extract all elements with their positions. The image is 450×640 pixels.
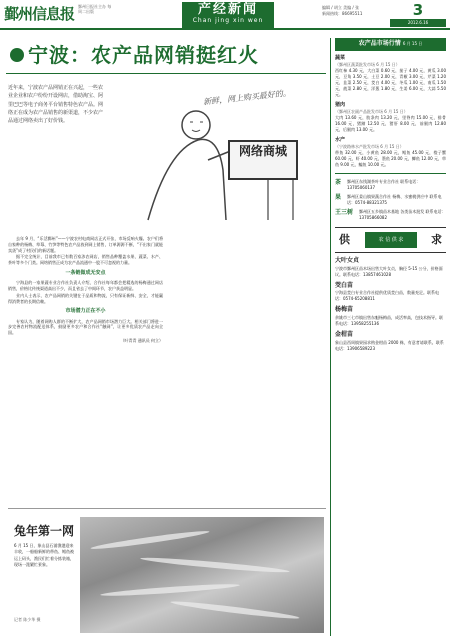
brand-subtitle: 鄞州日报社主办 每周二出版 [78,4,112,15]
classified-title: 大叶女贞 [335,256,360,264]
classified-entry [335,257,446,278]
classified-title: 金柑苗 [335,330,354,338]
listing-label: 茶 [335,178,342,186]
market-aquatic-title: 水产 [335,136,346,143]
demand-label: 求 [431,232,442,246]
article-paragraph: 业内人士表示，农产品网销的关键在于品质和物流，只有保证新鲜、安全，才能赢得消费者的长期信赖。 [8,292,163,304]
classified-header [335,227,446,253]
classified-entry [335,282,446,303]
article-paragraph: 专家认为，随着网购人群的不断扩大，农产品网销市场潜力巨大。相关部门将进一步完善农村物流配送体系，鼓励更多农户和合作社“触网”，让更多优质农产品走向全国。 [8,318,163,336]
market-vegetables-prices: 西红柿 4.30 元，大白菜 0.60 元，茄子 4.00 元，黄瓜 3.00 元，豆角 3.50 元，土豆 2.00 元，青椒 3.00 元，芹菜 1.20 元，韭菜 2.50 元，茭白 4.00 元，冬瓜 1.00 元，南瓜 1.50 元，菠菜 2.80 元，洋葱 1.80 元，生姜 6.00 元，大蒜 5.50 元。 [335,67,446,97]
fish-shape [140,555,290,574]
classified-entry [335,331,446,352]
right-sidebar [330,38,446,636]
listing-text: 鄞州区东钱湖茶叶专业合作社 联系电话：13705060137 [347,178,421,190]
article-byline: （叶青青 通讯员 何立） [120,338,163,344]
editor-info [322,5,362,17]
cartoon-illustration [108,80,326,230]
listing-label: 王三树 [335,208,354,216]
listing-row [335,209,446,221]
headline-bullet-icon [10,48,24,62]
fish-shape [170,599,300,621]
article-paragraph: 宁海县的一家果蔬专业合作社负责人介绍，合作社每年都会把精选的杨梅通过网店销售，价格比传统渠道高出不少，而且省去了中间环节，农户获益明显。 [8,280,163,292]
article-subhead: 一条链做成无安点 [65,269,106,276]
fish-harvest-photo [80,517,324,633]
market-header-title: 农产品市场行情 [358,40,401,47]
issue-date: 2012.6.16 [390,19,446,27]
newspaper-brand: 鄞州信息报 [4,5,75,23]
lead-headline [6,40,326,74]
lead-intro: 近年来，宁波农产品网销正在兴起，一些农业企业和农户纷纷开设网店，借助淘宝、阿里巴巴等电子商务平台销售特色农产品。网络正在成为农产品销售的新渠道，不少农产品通过网络卖出了好价钱。 [8,85,104,124]
online-mall-sign [228,140,298,180]
article-paragraph: 去年 9 月，“乐活鄞州”——宁波农村电商网店正式开张，市场反响火爆。农户们将自家种的杨梅、草莓、竹笋等特色农产品放到网上销售，订单源源不断，“不出家门就能卖货”成了村民们的新话题。 [8,236,163,253]
market-header-date: 6 月 15 日 [402,41,423,46]
classified-entry [335,306,446,327]
photo-feature [8,508,326,636]
market-header [335,38,446,51]
photo-credit: 记者 陈少华 摄 [14,617,41,622]
edition-pinyin: Chan jing xin wen [192,17,264,24]
headline-title: 宁波：农产品网销挺红火 [28,43,259,67]
photo-feature-title: 兔年第一网 [14,524,75,538]
online-mall-sign-text: 网络商城 [238,144,287,158]
editor-line: 编辑 / 胡立 美编 / 张 [322,5,360,10]
classified-body: 宁海县茭白专业合作社提供优质茭白苗，数量充足。联系电话：0574-65208811 [335,290,439,302]
market-meat-prices: 大肉 13.60 元，肋条肉 13.20 元，里脊肉 15.00 元，排骨 16.00 元，猪蹄 12.50 元，猪肝 8.00 元，前腿肉 12.80 元，后腿肉 13.00 元。 [335,114,446,132]
cartoon-caption: 新鲜，网上购买最好的。 [202,88,292,107]
listing-row [335,194,446,206]
classified-body: 象山县西周镇果园求购金柑苗 2000 株，有意者请联系。联系电话：13906589223 [335,339,444,351]
supply-label: 供 [339,232,350,246]
listing-text: 鄞州区姜山镇果蔬合作社 杨梅、水蜜桃供应中 联系电话：0574-88321375 [347,193,442,205]
page-number: 3 [412,1,424,19]
classified-body: 宁波市鄞州区苗木场出售大叶女贞，胸径 5-15 公分，价格面议。联系电话：13857461028 [335,265,443,277]
listing-text: 鄞州区五乡镇苗木基地 各类苗木批发 联系电话：13705866082 [359,208,446,220]
market-vegetables-source: （鄞州区蔬菜批发市场 6 月 15 日） [335,61,400,67]
photo-feature-caption: 6 月 15 日，象山县石浦渔港迎来丰收，一船船新鲜的带鱼、鲳鱼被运上码头，渔民们忙着分拣装箱，现场一派繁忙景象。 [14,543,74,568]
article-paragraph: 据不完全统计，目前我市已有数百家涉农网店，销售品种覆盖水果、蔬菜、水产、茶叶等多个门类。网络销售正成为农产品流通中一股不可忽视的力量。 [8,254,163,266]
market-meat-title: 猪肉 [335,101,346,108]
article-subhead: 市场潜力正在不小 [65,308,106,315]
market-vegetables-title: 蔬菜 [335,54,346,61]
classified-banner: 农 信 供 求 [365,232,417,248]
sidebar-divider [335,173,446,174]
listing-row [335,179,446,191]
edition-title: 产经新闻 [197,2,258,17]
phone-line: 新闻热线：86695511 [322,11,363,16]
lead-article [8,236,326,508]
listing-label: 果 [335,193,342,201]
market-meat-source: （鄞州区农副产品批发市场 6 月 15 日） [335,108,408,114]
page-indicator [390,2,446,28]
classified-body: 余姚市三七市镇出售东魁杨梅苗，成活率高，包技术指导。联系电话：13958255136 [335,314,443,326]
classified-title: 杨梅苗 [335,306,354,314]
market-aquatic-source: （宁波路林水产批发市场 6 月 15 日） [335,144,404,150]
edition-banner [182,2,274,28]
fish-shape [100,582,240,598]
market-aquatic-prices: 带鱼 32.00 元，小黄鱼 28.00 元，鲳鱼 45.00 元，梭子蟹 60.00 元，虾 40.00 元，墨鱼 20.00 元，鲫鱼 12.00 元，草鱼 9.00 元，鳊鱼 10.00 元。 [335,149,446,167]
classified-title: 茭白苗 [335,281,354,289]
masthead [0,0,450,30]
fish-shape [90,529,210,552]
